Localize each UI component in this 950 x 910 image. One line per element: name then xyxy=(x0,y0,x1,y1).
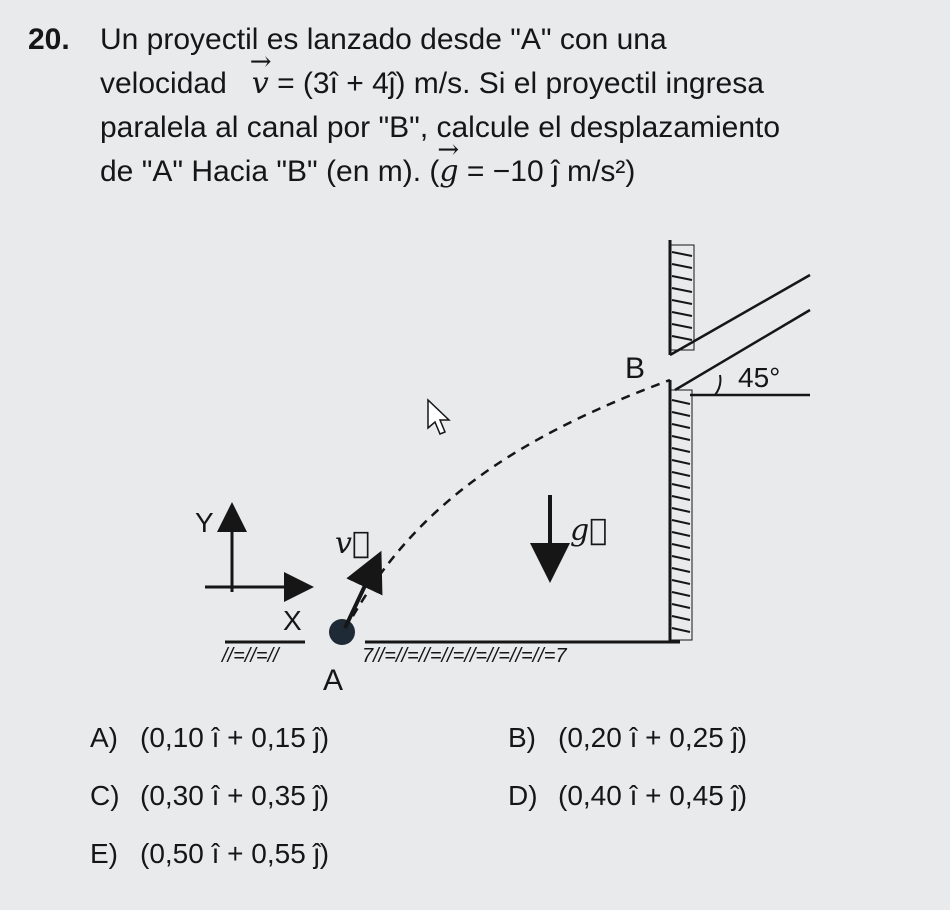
option-e[interactable]: E) (0,50 î + 0,55 ĵ) xyxy=(90,838,330,869)
angle-label: 45° xyxy=(738,362,781,393)
problem-line-2: velocidad → v = (3î + 4ĵ) m/s. Si el proyectil ingresa xyxy=(100,62,910,106)
problem-line-3: paralela al canal por "B", calcule el desplazamiento xyxy=(100,111,781,144)
point-a-label: A xyxy=(323,664,344,697)
option-c[interactable]: C) (0,30 î + 0,35 ĵ) xyxy=(90,780,330,811)
problem-line-1: Un proyectil es lanzado desde "A" con una xyxy=(100,23,667,56)
svg-text:7//=//=//=//=//=//=//=//=7: 7//=//=//=//=//=//=//=//=7 xyxy=(362,645,567,667)
gravity-label: g⃗ xyxy=(570,513,608,548)
problem-number: 20. xyxy=(28,23,70,56)
gravity-vector-symbol: → g xyxy=(439,150,458,194)
option-b[interactable]: B) (0,20 î + 0,25 ĵ) xyxy=(508,722,748,753)
projectile-ball xyxy=(329,619,355,645)
upper-wall xyxy=(670,240,694,355)
velocity-vector-symbol: → v xyxy=(252,62,269,106)
problem-text xyxy=(100,18,910,194)
mouse-cursor-icon xyxy=(428,400,449,434)
velocity-arrow xyxy=(345,558,378,628)
option-a[interactable]: A) (0,10 î + 0,15 ĵ) xyxy=(90,722,330,753)
wall xyxy=(670,380,692,642)
axes-icon xyxy=(205,508,308,592)
option-d[interactable]: D) (0,40 î + 0,45 ĵ) xyxy=(508,780,748,811)
svg-text://=//=//: //=//=// xyxy=(222,645,279,667)
trajectory-path xyxy=(345,380,670,630)
velocity-label: v⃗ xyxy=(335,526,370,561)
ground-left xyxy=(220,642,305,667)
problem-line-4: de "A" Hacia "B" (en m). (→ g = −10 ĵ m/s²) xyxy=(100,150,910,194)
ground-right xyxy=(362,642,680,667)
axis-y-label: Y xyxy=(195,507,214,538)
projectile-diagram xyxy=(0,230,950,700)
axis-x-label: X xyxy=(283,605,302,636)
point-b-label: B xyxy=(625,352,646,385)
